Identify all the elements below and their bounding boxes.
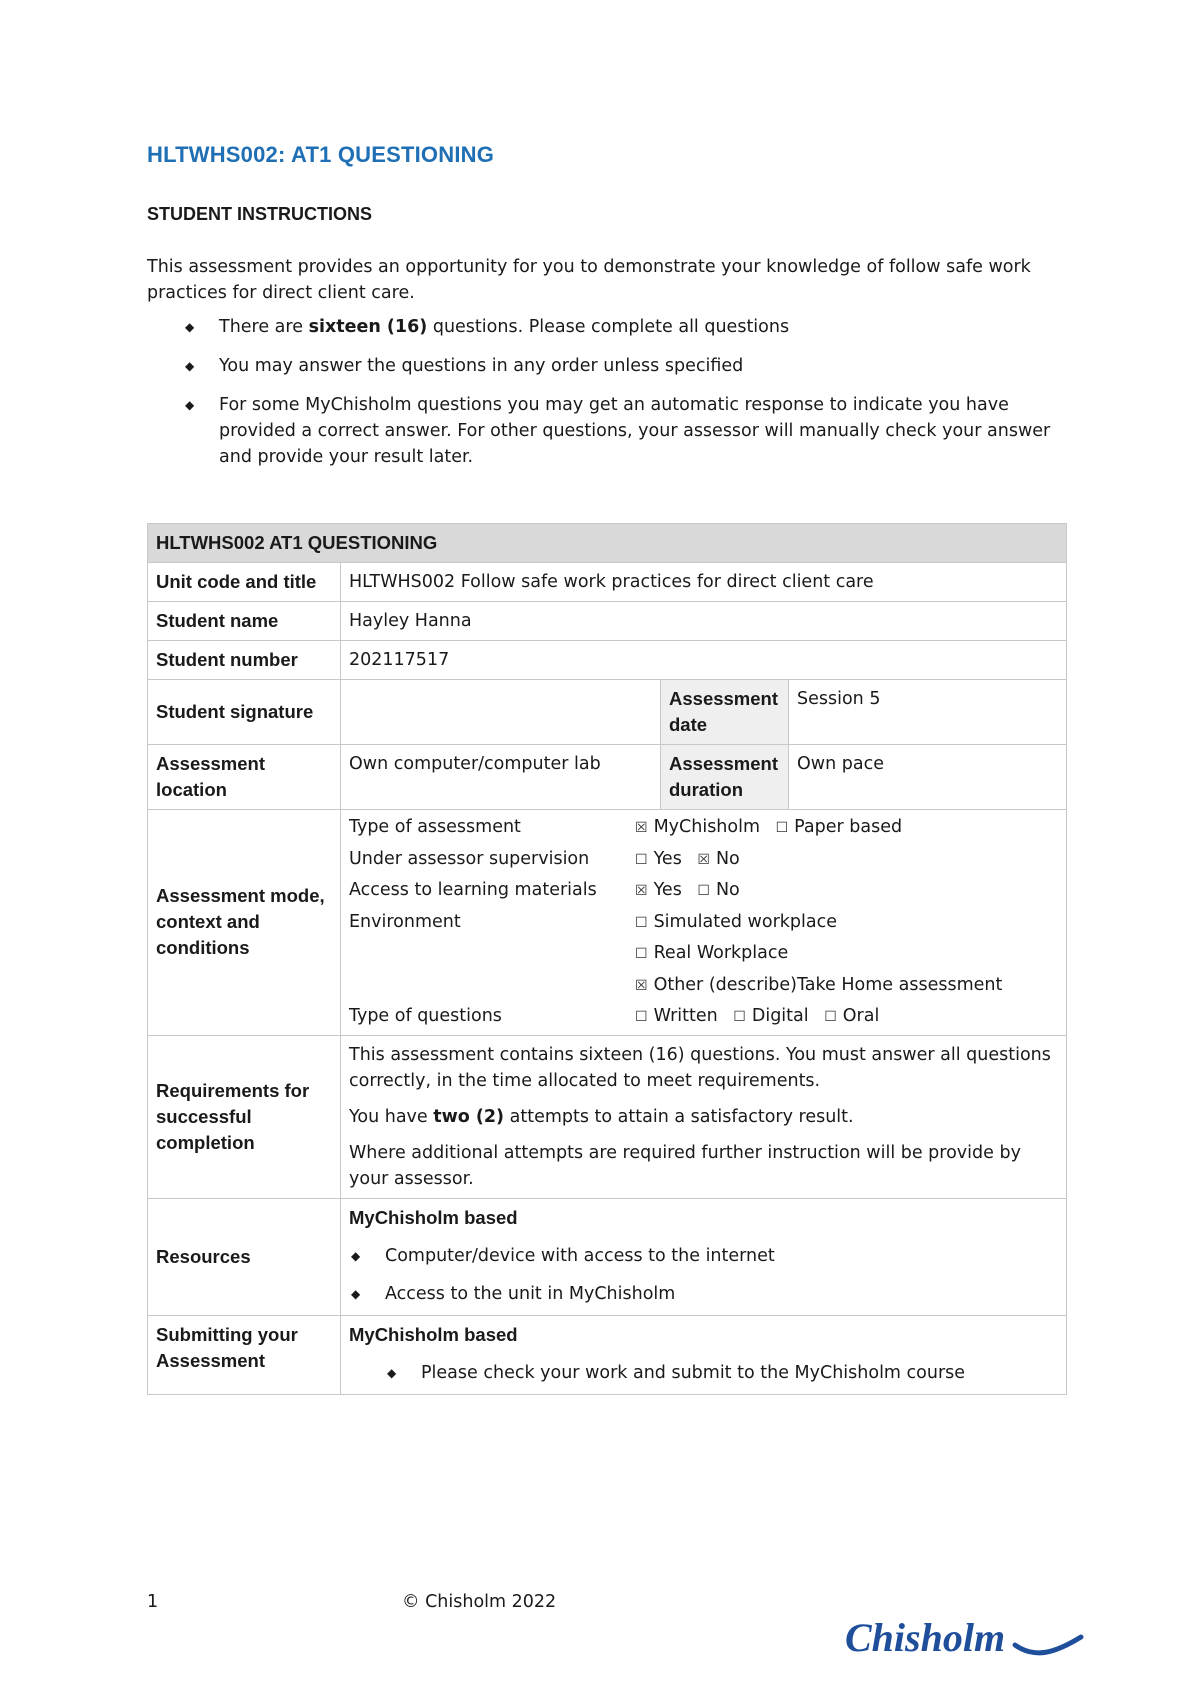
copyright: © Chisholm 2022 [402, 1592, 557, 1612]
list-item: ◆ Please check your work and submit to the MyChisholm course [349, 1360, 1058, 1386]
materials-yes-checkbox[interactable]: ☒ Yes [635, 880, 682, 900]
list-item: ◆ Access to the unit in MyChisholm [349, 1281, 1058, 1307]
mode-conditions: Type of assessment ☒ MyChisholm ☐ Paper based Under assessor supervision ☐ Yes ☒ No Access to learning materials ☒ Yes ☐ No Environment ☐ Simulated workplace ☐ Real Workplace ☒ Other (describe)Take Home assessment Type of questions ☐ Written ☐ Digital ☐ Oral [341, 810, 1067, 1036]
checkbox-icon: ☐ [635, 1009, 648, 1025]
requirements-label: Requirements for successful completion [148, 1035, 341, 1198]
checkbox-icon: ☐ [775, 820, 789, 836]
supervision-yes-checkbox[interactable]: ☐ Yes [635, 848, 682, 869]
type-mychisholm-checkbox[interactable]: ☒ MyChisholm [635, 817, 761, 837]
page-title: HLTWHS002: AT1 QUESTIONING [147, 142, 495, 167]
table-header: HLTWHS002 AT1 QUESTIONING [148, 524, 1067, 563]
checkbox-icon: ☒ [635, 977, 648, 994]
unit-label: Unit code and title [148, 563, 341, 602]
qtype-written-checkbox[interactable]: ☐ Written [635, 1006, 718, 1026]
env-simulated-checkbox[interactable]: ☐ Simulated workplace [635, 911, 837, 932]
list-item: ◆ There are sixteen (16) questions. Please complete all questions [147, 314, 1067, 340]
env-real-checkbox[interactable]: ☐ Real Workplace [635, 943, 789, 963]
type-paper-checkbox[interactable]: ☐ Paper based [775, 817, 903, 837]
student-name-value: Hayley Hanna [341, 602, 1067, 641]
checkbox-icon: ☐ [635, 946, 648, 962]
student-name-label: Student name [148, 602, 341, 641]
checkbox-icon: ☐ [733, 1009, 746, 1025]
supervision-no-checkbox[interactable]: ☒ No [697, 848, 740, 869]
checkbox-icon: ☒ [697, 851, 710, 868]
submitting-content: MyChisholm based ◆ Please check your work and submit to the MyChisholm course [341, 1315, 1067, 1394]
qtype-oral-checkbox[interactable]: ☐ Oral [824, 1006, 880, 1026]
mode-label: Assessment mode, context and conditions [148, 810, 341, 1036]
checkbox-icon: ☐ [635, 851, 648, 868]
list-item: ◆ Computer/device with access to the internet [349, 1243, 1058, 1269]
duration-label: Assessment duration [661, 745, 789, 810]
checkbox-icon: ☐ [635, 914, 648, 931]
student-number-value: 202117517 [341, 641, 1067, 680]
checkbox-icon: ☐ [697, 883, 710, 899]
location-label: Assessment location [148, 745, 341, 810]
resources-label: Resources [148, 1198, 341, 1315]
checkbox-icon: ☐ [824, 1009, 837, 1025]
submitting-label: Submitting your Assessment [148, 1315, 341, 1394]
bullet-icon: ◆ [387, 1365, 397, 1380]
bullet-icon: ◆ [185, 320, 195, 334]
chisholm-logo [845, 1615, 1085, 1671]
logo-wordmark: Chisholm [845, 1615, 1006, 1660]
resources-content: MyChisholm based ◆ Computer/device with access to the internet ◆ Access to the unit in MyChisholm [341, 1198, 1067, 1315]
page-number: 1 [147, 1592, 159, 1612]
bullet-icon: ◆ [351, 1248, 361, 1263]
unit-value: HLTWHS002 Follow safe work practices for direct client care [341, 563, 1067, 602]
instruction-list [147, 314, 1067, 483]
materials-no-checkbox[interactable]: ☐ No [697, 880, 740, 900]
signature-label: Student signature [148, 680, 341, 745]
duration-value: Own pace [789, 745, 1067, 810]
assessment-date-value: Session 5 [789, 680, 1067, 745]
assessment-info-table [147, 523, 1067, 1395]
bullet-icon: ◆ [351, 1286, 361, 1301]
list-item: ◆ For some MyChisholm questions you may get an automatic response to indicate you have provided a correct answer. For other questions, your assessor will manually check your answer and provide your result later. [147, 392, 1067, 470]
qtype-digital-checkbox[interactable]: ☐ Digital [733, 1006, 809, 1026]
student-number-label: Student number [148, 641, 341, 680]
list-item: ◆ You may answer the questions in any order unless specified [147, 353, 1067, 379]
location-value: Own computer/computer lab [341, 745, 661, 810]
env-other-checkbox[interactable]: ☒ Other (describe)Take Home assessment [635, 974, 1003, 995]
intro-paragraph: This assessment provides an opportunity for you to demonstrate your knowledge of follow safe work practices for direct client care. [147, 257, 1031, 303]
requirements-text: This assessment contains sixteen (16) questions. You must answer all questions correctly, in the time allocated to meet requirements. You have two (2) attempts to attain a satisfactory result. Where additional attempts are required further instruction will be provide by your assessor. [341, 1035, 1067, 1198]
checkbox-icon: ☒ [635, 883, 648, 899]
assessment-date-label: Assessment date [661, 680, 789, 745]
bullet-icon: ◆ [185, 359, 195, 373]
bullet-icon: ◆ [185, 398, 195, 412]
checkbox-icon: ☒ [635, 820, 648, 836]
student-instructions-heading: STUDENT INSTRUCTIONS [147, 204, 372, 224]
signature-field[interactable] [341, 680, 661, 745]
